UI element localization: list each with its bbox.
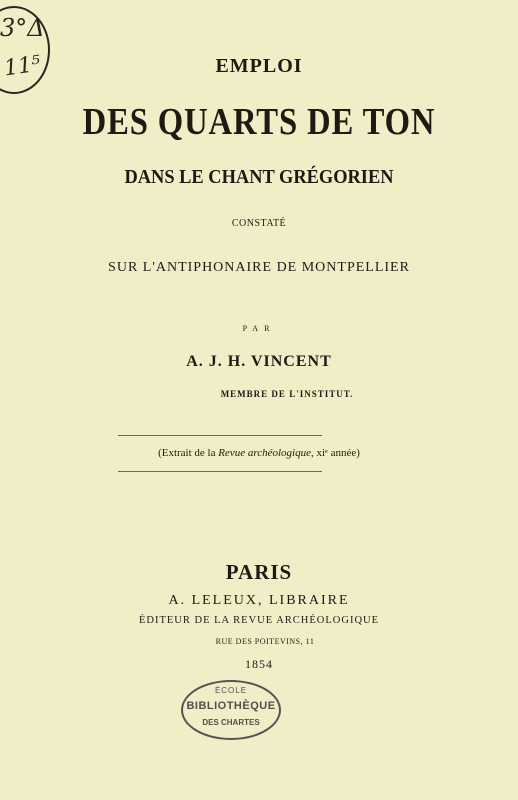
imprint-street: RUE DES POITEVINS, 11 <box>215 637 315 646</box>
extract-journal: Revue archéologique <box>218 447 311 459</box>
separator-rule-bottom <box>118 471 322 472</box>
author-name: A. J. H. VINCENT <box>186 353 332 370</box>
main-title: DES QUARTS DE TON <box>82 101 436 143</box>
stamp-middle-text: BIBLIOTHÈQUE <box>186 700 276 712</box>
subtitle: SUR L'ANTIPHONAIRE DE MONTPELLIER <box>108 260 410 275</box>
title-line3: DANS LE CHANT GRÉGORIEN <box>124 166 394 188</box>
imprint-year: 1854 <box>245 657 273 671</box>
shelf-mark-line1: 3°Δ <box>0 14 45 42</box>
separator-rule-top <box>118 435 322 436</box>
stamp-bottom-text: DES CHARTES <box>202 718 260 727</box>
author-role: MEMBRE DE L'INSTITUT. <box>220 389 354 399</box>
imprint-publisher: A. LELEUX, LIBRAIRE <box>168 593 350 608</box>
stamp-top-text: ÉCOLE <box>214 686 248 695</box>
imprint-editor: ÉDITEUR DE LA REVUE ARCHÉOLOGIQUE <box>138 615 380 626</box>
imprint-city: PARIS <box>225 560 293 584</box>
extract-prefix: (Extrait de la <box>158 447 219 459</box>
extract-note <box>0 447 518 459</box>
library-stamp <box>181 680 281 740</box>
par-label: PAR <box>242 324 276 333</box>
shelf-mark-line2: 11⁵ <box>2 51 43 82</box>
constate-label: CONSTATÉ <box>231 218 287 229</box>
title-line1: EMPLOI <box>215 55 303 77</box>
extract-suffix: , xiᵉ année) <box>310 447 360 459</box>
